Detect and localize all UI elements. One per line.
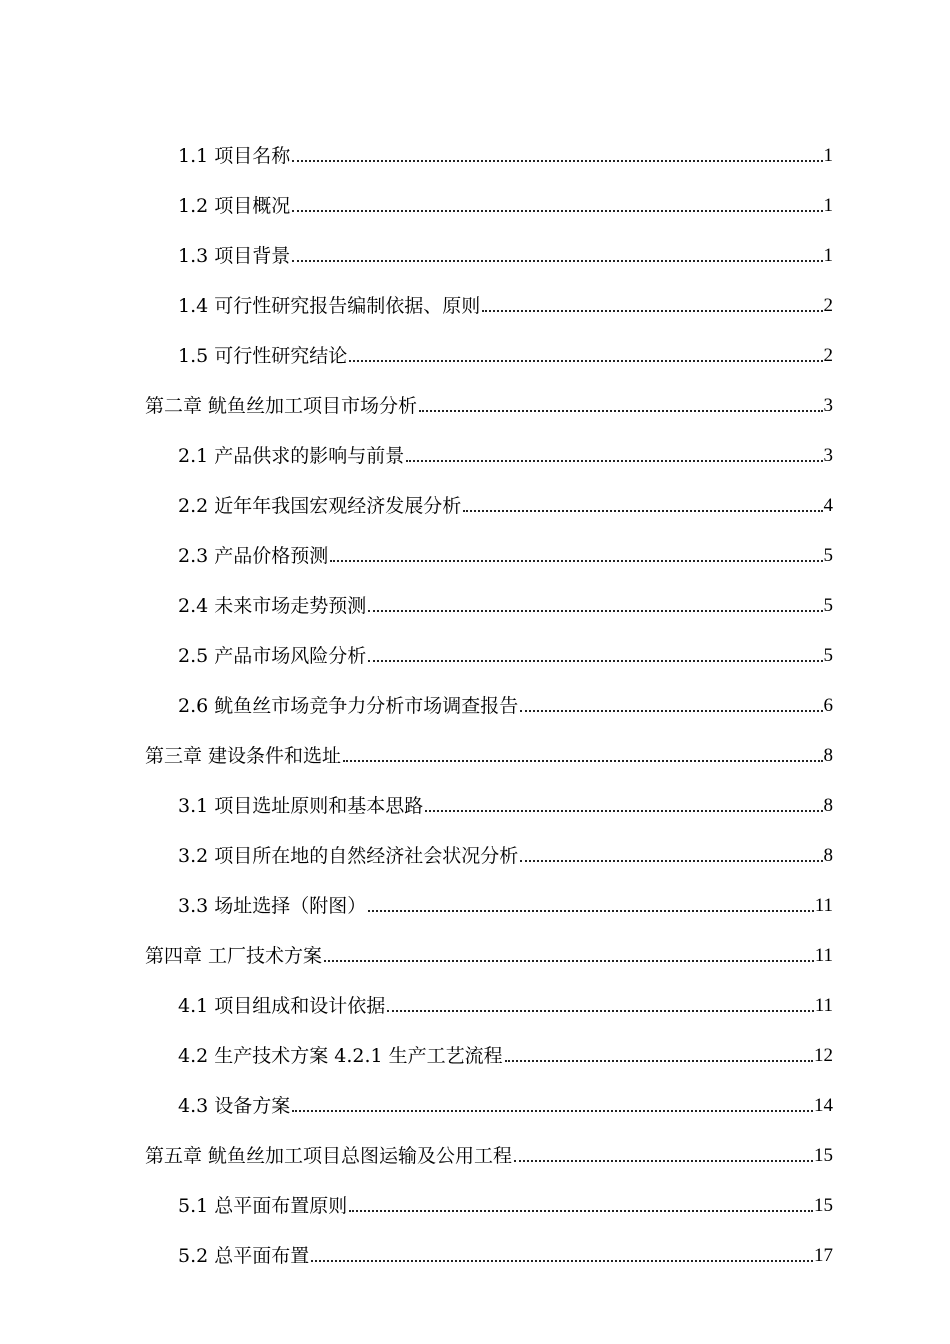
toc-entry-2-4[interactable] bbox=[178, 588, 833, 618]
toc-page-number: 2 bbox=[823, 345, 833, 366]
toc-entry-1-2[interactable] bbox=[178, 188, 833, 218]
toc-chapter-3[interactable] bbox=[145, 738, 833, 768]
dot-leader bbox=[349, 360, 822, 362]
toc-page-number: 5 bbox=[823, 645, 833, 666]
dot-leader bbox=[514, 1160, 813, 1162]
toc-entry-title: 4.3 设备方案 bbox=[178, 1095, 291, 1117]
toc-page-number: 8 bbox=[823, 845, 833, 866]
toc-entry-1-5[interactable] bbox=[178, 338, 833, 368]
dot-leader bbox=[482, 310, 822, 312]
toc-page-number: 11 bbox=[814, 995, 833, 1016]
toc-entry-title: 4.2 生产技术方案 4.2.1 生产工艺流程 bbox=[178, 1045, 503, 1067]
toc-entry-3-2[interactable] bbox=[178, 838, 833, 868]
dot-leader bbox=[292, 210, 822, 212]
toc-page-number: 12 bbox=[814, 1045, 833, 1066]
toc-entry-title: 1.2 项目概况 bbox=[178, 195, 291, 217]
toc-entry-title: 2.5 产品市场风险分析 bbox=[178, 645, 367, 667]
dot-leader bbox=[311, 1260, 813, 1262]
toc-entry-title: 1.3 项目背景 bbox=[178, 245, 291, 267]
toc-page-number: 1 bbox=[823, 195, 833, 216]
dot-leader bbox=[406, 460, 822, 462]
toc-entry-title: 第四章 工厂技术方案 bbox=[145, 945, 323, 967]
toc-page-number: 15 bbox=[814, 1195, 833, 1216]
dot-leader bbox=[425, 810, 822, 812]
toc-entry-2-6[interactable] bbox=[178, 688, 833, 718]
toc-page-number: 17 bbox=[814, 1245, 833, 1266]
toc-page-number: 5 bbox=[823, 545, 833, 566]
dot-leader bbox=[368, 610, 822, 612]
toc-chapter-4[interactable] bbox=[145, 938, 833, 968]
toc-page-number: 14 bbox=[814, 1095, 833, 1116]
toc-entry-title: 2.2 近年年我国宏观经济发展分析 bbox=[178, 495, 462, 517]
toc-page-number: 5 bbox=[823, 595, 833, 616]
dot-leader bbox=[505, 1060, 813, 1062]
toc-entry-3-1[interactable] bbox=[178, 788, 833, 818]
toc-page-number: 11 bbox=[814, 895, 833, 916]
toc-entry-2-1[interactable] bbox=[178, 438, 833, 468]
toc-entry-title: 2.3 产品价格预测 bbox=[178, 545, 329, 567]
toc-page-number: 4 bbox=[823, 495, 833, 516]
dot-leader bbox=[520, 710, 822, 712]
toc-entry-1-1[interactable] bbox=[178, 138, 833, 168]
toc-entry-title: 2.1 产品供求的影响与前景 bbox=[178, 445, 405, 467]
toc-entry-2-2[interactable] bbox=[178, 488, 833, 518]
toc-entry-title: 2.6 鱿鱼丝市场竞争力分析市场调查报告 bbox=[178, 695, 519, 717]
toc-entry-title: 3.3 场址选择（附图） bbox=[178, 895, 367, 917]
toc-chapter-5[interactable] bbox=[145, 1138, 833, 1168]
dot-leader bbox=[419, 410, 822, 412]
toc-entry-2-3[interactable] bbox=[178, 538, 833, 568]
toc-entry-4-1[interactable] bbox=[178, 988, 833, 1018]
dot-leader bbox=[368, 910, 813, 912]
toc-entry-title: 1.1 项目名称 bbox=[178, 145, 291, 167]
dot-leader bbox=[387, 1010, 813, 1012]
toc-page-number: 3 bbox=[823, 445, 833, 466]
toc-page-number: 2 bbox=[823, 295, 833, 316]
toc-entry-title: 3.2 项目所在地的自然经济社会状况分析 bbox=[178, 845, 519, 867]
toc-entry-title: 第五章 鱿鱼丝加工项目总图运输及公用工程 bbox=[145, 1145, 513, 1167]
toc-entry-4-2[interactable] bbox=[178, 1038, 833, 1068]
toc-entry-1-4[interactable] bbox=[178, 288, 833, 318]
toc-entry-4-3[interactable] bbox=[178, 1088, 833, 1118]
dot-leader bbox=[292, 1110, 813, 1112]
toc-entry-title: 4.1 项目组成和设计依据 bbox=[178, 995, 386, 1017]
toc-entry-5-2[interactable] bbox=[178, 1238, 833, 1268]
toc-entry-title: 5.2 总平面布置 bbox=[178, 1245, 310, 1267]
toc-entry-title: 第三章 建设条件和选址 bbox=[145, 745, 342, 767]
toc-entry-2-5[interactable] bbox=[178, 638, 833, 668]
toc-entry-title: 3.1 项目选址原则和基本思路 bbox=[178, 795, 424, 817]
toc-page-number: 3 bbox=[823, 395, 833, 416]
toc-entry-title: 2.4 未来市场走势预测 bbox=[178, 595, 367, 617]
toc-entry-1-3[interactable] bbox=[178, 238, 833, 268]
toc-page-number: 15 bbox=[814, 1145, 833, 1166]
toc-entry-title: 5.1 总平面布置原则 bbox=[178, 1195, 348, 1217]
toc-entry-5-1[interactable] bbox=[178, 1188, 833, 1218]
toc-page-number: 8 bbox=[823, 795, 833, 816]
dot-leader bbox=[349, 1210, 813, 1212]
toc-entry-title: 第二章 鱿鱼丝加工项目市场分析 bbox=[145, 395, 418, 417]
toc-entry-title: 1.4 可行性研究报告编制依据、原则 bbox=[178, 295, 481, 317]
dot-leader bbox=[368, 660, 822, 662]
toc-entry-title: 1.5 可行性研究结论 bbox=[178, 345, 348, 367]
toc-page-number: 8 bbox=[823, 745, 833, 766]
dot-leader bbox=[330, 560, 822, 562]
dot-leader bbox=[463, 510, 822, 512]
toc-page-number: 1 bbox=[823, 145, 833, 166]
toc-page-number: 6 bbox=[823, 695, 833, 716]
toc-page-number: 1 bbox=[823, 245, 833, 266]
toc-chapter-2[interactable] bbox=[145, 388, 833, 418]
toc-entry-3-3[interactable] bbox=[178, 888, 833, 918]
dot-leader bbox=[520, 860, 822, 862]
dot-leader bbox=[343, 760, 822, 762]
dot-leader bbox=[292, 260, 822, 262]
toc-page-number: 11 bbox=[814, 945, 833, 966]
dot-leader bbox=[324, 960, 814, 962]
dot-leader bbox=[292, 160, 822, 162]
